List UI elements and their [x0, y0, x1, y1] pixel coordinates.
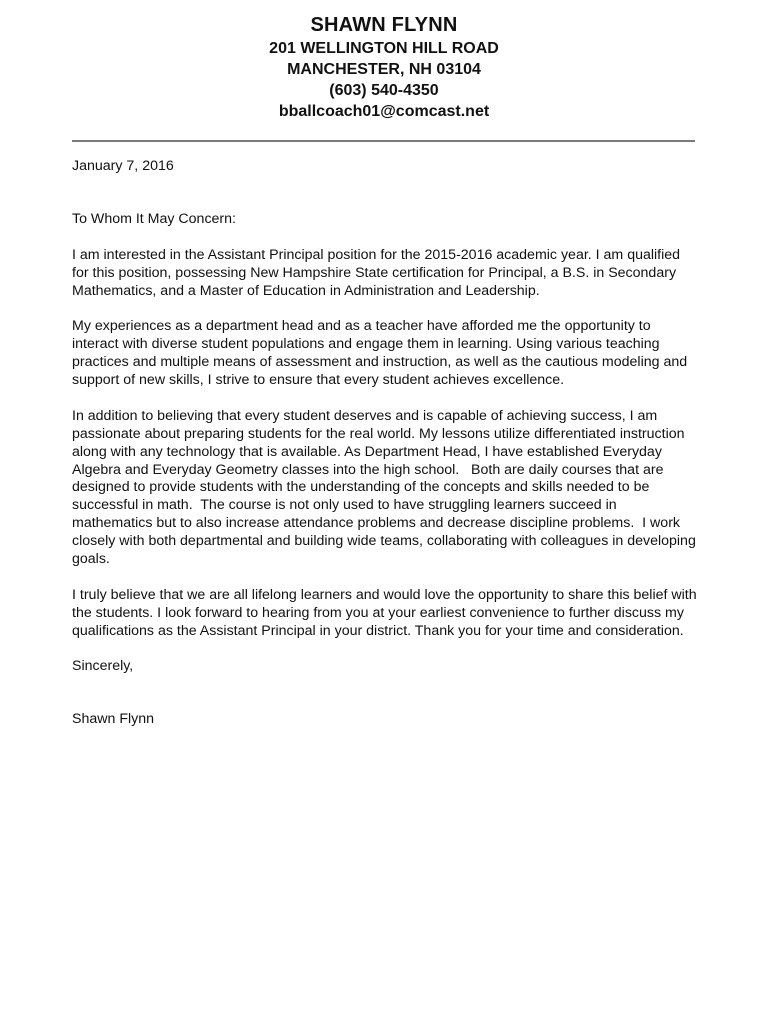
- letter-paragraph-1: I am interested in the Assistant Principal position for the 2015-2016 academic year. I am qualified for this position, possessing New Hampshire State certification for Principal, a B.S. in Secondary Mathematics, and a Master of Education in Administration and Leadership.: [72, 246, 684, 299]
- sender-address-line1: 201 WELLINGTON HILL ROAD: [269, 40, 499, 57]
- letter-paragraph-2: My experiences as a department head and as a teacher have afforded me the opportunity to interact with diverse student populations and engage them in learning. Using various teaching practices and multiple means of assessment and instruction, as well as the cautious modeling and support of new skills, I strive to ensure that every student achieves excellence.: [72, 318, 692, 389]
- letter-closing: Sincerely,: [72, 658, 134, 675]
- letter-paragraph-4: I truly believe that we are all lifelong learners and would love the opportunity to share this belief with the students. I look forward to hearing from you at your earliest convenience to further discuss my qualifications as the Assistant Principal in your district. Thank you for your time and consideration.: [72, 586, 701, 639]
- letterhead: [0, 12, 768, 122]
- letter-body: [72, 158, 700, 729]
- letterhead-divider: [72, 140, 695, 142]
- letter-signature: Shawn Flynn: [72, 711, 155, 728]
- sender-name: SHAWN FLYNN: [310, 14, 458, 36]
- letter-salutation: To Whom It May Concern:: [72, 210, 236, 227]
- sender-address-line2: MANCHESTER, NH 03104: [287, 61, 481, 78]
- letter-date: January 7, 2016: [72, 158, 174, 174]
- letter-paragraph-3: In addition to believing that every student deserves and is capable of achieving success, I am passionate about preparing students for the real world. My lessons utilize differentiated instruction along with any technology that is available. As Department Head, I have established Everyday Algebra and Everyday Geometry classes into the high school. Both are daily courses that are designed to provide students with the understanding of the concepts and skills needed to be successful in math. The course is not only used to have struggling learners succeed in mathematics but to also increase attendance problems and decrease discipline problems. I work closely with both departmental and building wide teams, collaborating with colleagues in developing goals.: [72, 407, 700, 568]
- sender-email: bballcoach01@comcast.net: [278, 103, 490, 120]
- sender-phone: (603) 540-4350: [329, 82, 439, 99]
